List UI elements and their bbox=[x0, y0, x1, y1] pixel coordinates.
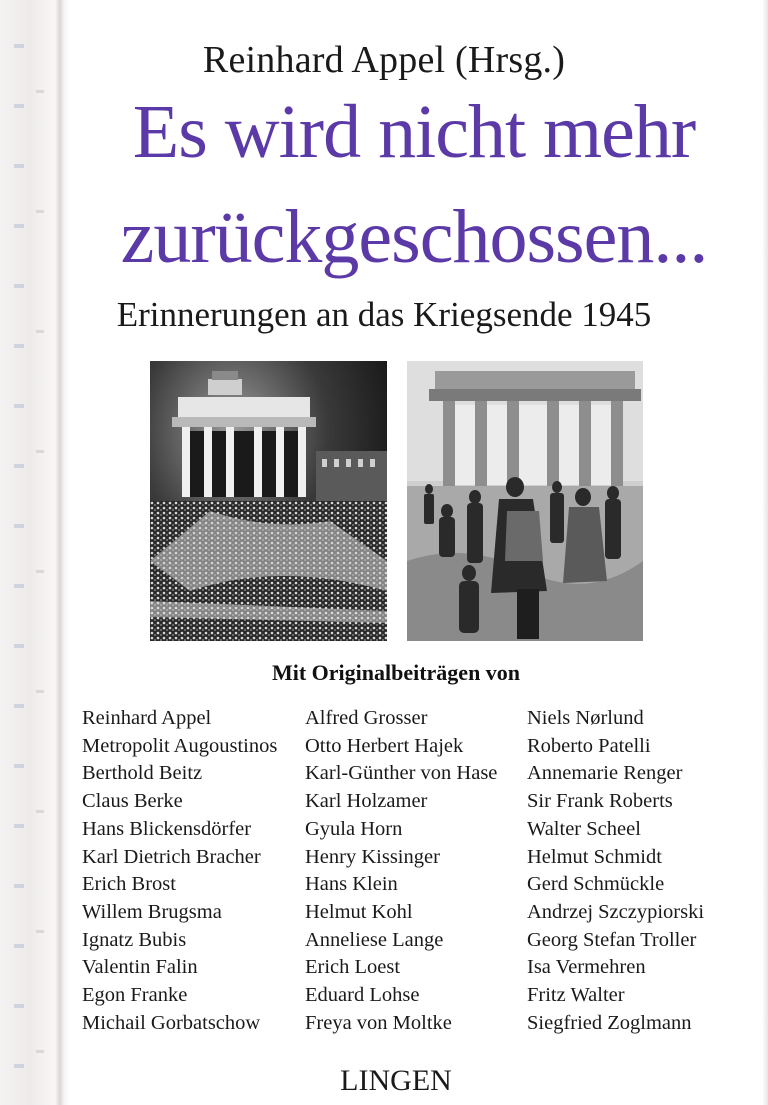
refugees-photo bbox=[407, 361, 643, 641]
contributor-name: Gerd Schmückle bbox=[527, 873, 665, 896]
title-line-2: zurückgeschossen... bbox=[120, 195, 708, 279]
contributor-name: Erich Loest bbox=[305, 956, 401, 979]
contributors-column-1 bbox=[82, 705, 277, 1037]
contributor-name: Hans Klein bbox=[305, 873, 398, 896]
title-line-1: Es wird nicht mehr bbox=[132, 90, 696, 174]
contributors-column-3 bbox=[527, 705, 704, 1037]
contributor-name: Berthold Beitz bbox=[82, 762, 203, 785]
contributor-name: Helmut Schmidt bbox=[527, 845, 662, 868]
subtitle: Erinnerungen an das Kriegsende 1945 bbox=[116, 295, 652, 334]
contributors-heading: Mit Originalbeiträgen von bbox=[271, 660, 521, 685]
contributor-name: Henry Kissinger bbox=[305, 845, 440, 868]
contributor-name: Eduard Lohse bbox=[305, 984, 420, 1007]
contributor-name: Georg Stefan Troller bbox=[527, 928, 697, 951]
contributor-name: Gyula Horn bbox=[305, 817, 403, 840]
contributor-name: Willem Brugsma bbox=[82, 900, 222, 923]
contributor-name: Isa Vermehren bbox=[527, 956, 646, 979]
contributor-name: Fritz Walter bbox=[527, 984, 625, 1007]
contributor-name: Freya von Moltke bbox=[305, 1011, 452, 1034]
contributors-column-2 bbox=[305, 705, 497, 1037]
contributor-name: Karl-Günther von Hase bbox=[305, 762, 498, 785]
contributor-name: Ignatz Bubis bbox=[82, 928, 187, 951]
contributor-name: Erich Brost bbox=[82, 873, 176, 896]
contributor-name: Helmut Kohl bbox=[305, 900, 413, 923]
contributor-name: Reinhard Appel bbox=[82, 707, 212, 729]
contributor-name: Siegfried Zoglmann bbox=[527, 1011, 692, 1034]
publisher-name: LINGEN bbox=[340, 1064, 452, 1097]
brandenburg-gate-refugees-icon bbox=[407, 361, 643, 641]
contributor-name: Anneliese Lange bbox=[305, 928, 444, 951]
contributor-name: Otto Herbert Hajek bbox=[305, 734, 464, 757]
contributor-name: Walter Scheel bbox=[527, 817, 641, 840]
contributor-name: Claus Berke bbox=[82, 790, 183, 813]
contributor-name: Hans Blickensdörfer bbox=[82, 817, 252, 840]
contributor-name: Valentin Falin bbox=[82, 956, 198, 979]
contributor-name: Andrzej Szczypiorski bbox=[527, 900, 705, 923]
contributor-name: Egon Franke bbox=[82, 984, 188, 1007]
contributor-name: Sir Frank Roberts bbox=[527, 790, 673, 813]
contributor-name: Michail Gorbatschow bbox=[82, 1011, 261, 1034]
contributor-name: Karl Holzamer bbox=[305, 790, 428, 813]
editor-name: Reinhard Appel (Hrsg.) bbox=[202, 39, 566, 81]
spine-texture bbox=[14, 0, 24, 1105]
night-parade-photo bbox=[150, 361, 387, 641]
contributor-name: Roberto Patelli bbox=[527, 734, 651, 757]
brandenburg-gate-night-parade-icon bbox=[150, 361, 387, 641]
contributor-name: Alfred Grosser bbox=[305, 707, 428, 729]
contributor-name: Annemarie Renger bbox=[527, 762, 683, 785]
contributor-name: Niels Nørlund bbox=[527, 707, 644, 729]
spine-texture-2 bbox=[36, 0, 44, 1105]
contributor-name: Karl Dietrich Bracher bbox=[82, 845, 261, 868]
contributor-name: Metropolit Augoustinos bbox=[82, 734, 278, 757]
